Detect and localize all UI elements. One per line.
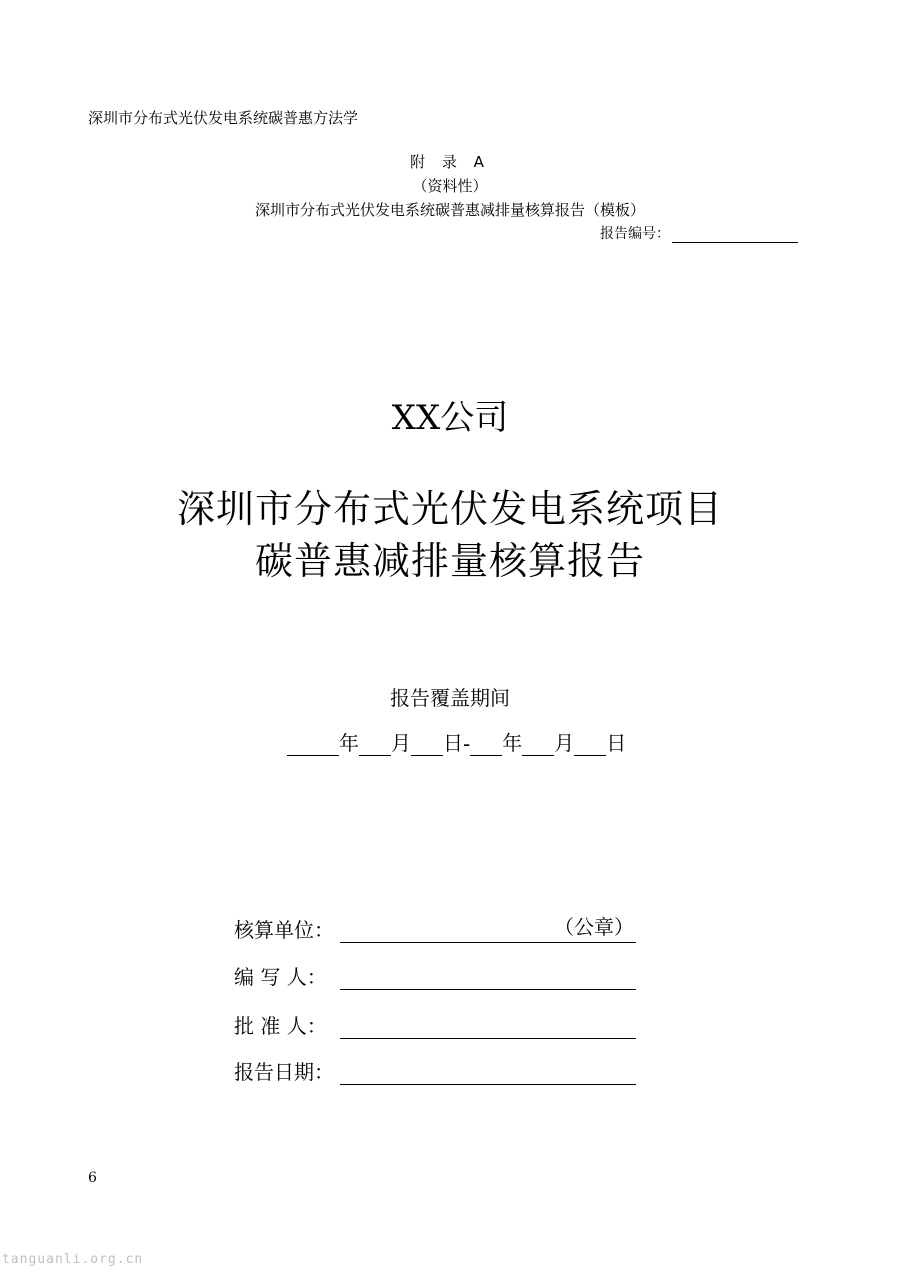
end-month-unit: 月 — [554, 731, 575, 755]
start-year-unit: 年 — [339, 731, 359, 755]
report-date-label: 报告日期： — [234, 1060, 334, 1084]
running-header: 深圳市分布式光伏发电系统碳普惠方法学 — [88, 109, 359, 127]
page-number: 6 — [88, 1170, 97, 1186]
approver-label: 批 准 人： — [234, 1014, 327, 1038]
official-seal-note: （公章） — [554, 915, 634, 939]
end-day-blank — [574, 733, 606, 756]
report-number-field — [672, 226, 798, 243]
accounting-unit-label: 核算单位： — [234, 918, 334, 942]
appendix-title: 附 录 A — [410, 153, 490, 171]
start-month-unit: 月 — [391, 731, 411, 755]
report-date-line — [340, 1060, 636, 1085]
report-number-label: 报告编号： — [600, 226, 670, 242]
report-number — [600, 223, 798, 243]
approver-field — [234, 1010, 636, 1039]
start-day-unit: 日 — [443, 731, 463, 755]
approver-line — [340, 1014, 636, 1039]
end-day-unit: 日 — [606, 731, 627, 755]
watermark: tanguanli.org.cn — [2, 1252, 144, 1267]
template-title: 深圳市分布式光伏发电系统碳普惠减排量核算报告（模板） — [254, 201, 645, 219]
appendix-type: （资料性） — [412, 177, 488, 195]
accounting-unit-line — [340, 915, 636, 943]
start-year-blank — [287, 733, 339, 756]
company-name: XX公司 — [391, 398, 509, 438]
start-month-blank — [359, 733, 391, 756]
end-year-blank — [470, 733, 502, 756]
author-line — [340, 965, 636, 990]
period-range — [287, 727, 626, 756]
end-month-blank — [522, 733, 554, 756]
period-dash: - — [463, 732, 471, 756]
end-year-unit: 年 — [502, 731, 523, 755]
author-label: 编 写 人： — [234, 965, 327, 989]
accounting-unit-field — [234, 914, 636, 943]
start-day-blank — [411, 733, 443, 756]
period-label: 报告覆盖期间 — [390, 686, 510, 710]
report-title-line2: 碳普惠减排量核算报告 — [254, 539, 645, 583]
report-date-field — [234, 1056, 636, 1085]
report-title-line1: 深圳市分布式光伏发电系统项目 — [176, 487, 723, 531]
author-field — [234, 961, 636, 990]
